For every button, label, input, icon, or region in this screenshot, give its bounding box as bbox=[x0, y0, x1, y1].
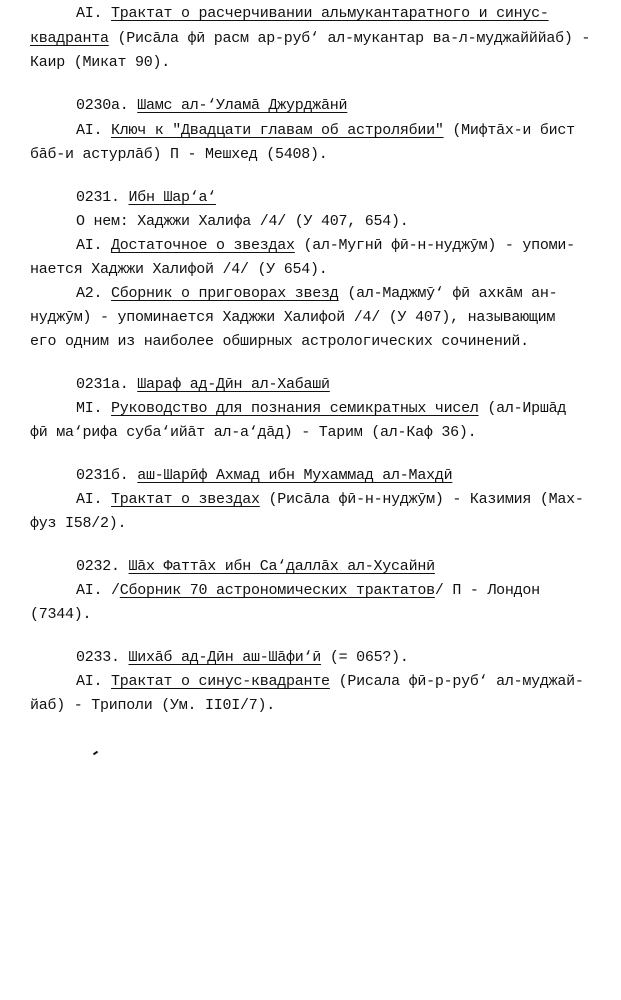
author-name: Шамс ал-‘Уламā Джурджāнӣ bbox=[137, 97, 348, 114]
entry-0231-work-1-cont bbox=[30, 258, 328, 282]
entry-0231b-heading bbox=[76, 464, 452, 488]
work-title: Трактат о звездах bbox=[111, 491, 260, 508]
stray-ink-mark bbox=[93, 751, 98, 756]
entry-0231-work-2 bbox=[76, 282, 557, 306]
author-name: Ибн Шар‘а‘ bbox=[128, 189, 217, 206]
author-name: Шāх Фаттāх ибн Са‘даллāх ал-Хусайнӣ bbox=[128, 558, 435, 575]
entry-0229-line-3 bbox=[30, 51, 170, 75]
work-title: Сборник 70 астрономических трактатов bbox=[119, 582, 435, 599]
work-title: Сборник о приговорах звезд bbox=[111, 285, 339, 302]
work-details-continued: бāб-и астурлāб) П - Мешхед (5408). bbox=[30, 146, 328, 163]
entry-0231b-work-1-cont bbox=[30, 512, 126, 536]
entry-number: 0231а. bbox=[76, 376, 138, 393]
entry-0229-line-2 bbox=[30, 27, 590, 51]
work-title: Трактат о синус-квадранте bbox=[111, 673, 330, 690]
entry-number: 0233. bbox=[76, 649, 129, 666]
entry-0231-work-2-cont-2 bbox=[30, 330, 529, 354]
entry-0233-work-1-cont bbox=[30, 694, 275, 718]
entry-0232-work-1-cont bbox=[30, 603, 91, 627]
entry-number: 0230а. bbox=[76, 97, 138, 114]
work-label: AI. bbox=[76, 122, 112, 139]
work-details: (Рисала фӣ-р-руб‘ ал-муджай- bbox=[329, 673, 584, 690]
work-details: (Рисāла фӣ расм ар-руб‘ ал-мукантар ва-л-муджайййаб) - bbox=[108, 30, 591, 47]
entry-0231b-work-1 bbox=[76, 488, 584, 512]
work-details-continued: его одним из наиболее обширных астрологических сочинений. bbox=[30, 333, 529, 350]
author-note: (= 065?). bbox=[321, 649, 409, 666]
work-details: / П - Лондон bbox=[434, 582, 540, 599]
work-details-continued: нуджӯм) - упоминается Хаджжи Халифой /4/ (У 407), называющим bbox=[30, 309, 556, 326]
work-location: Каир (Микат 90). bbox=[30, 54, 171, 71]
entry-0231-work-2-cont bbox=[30, 306, 555, 330]
work-details: (ал-Мугнӣ фӣ-н-нуджӯм) - упоми- bbox=[294, 237, 575, 254]
entry-0232-work-1 bbox=[76, 579, 540, 603]
work-label: AI. / bbox=[76, 582, 120, 599]
work-details-continued: йаб) - Триполи (Ум. II0I/7). bbox=[30, 697, 276, 714]
entry-0231-work-1 bbox=[76, 234, 575, 258]
entry-0231a-work-1 bbox=[76, 397, 566, 421]
work-details: (ал-Маджмӯ‘ фӣ ахкāм ан- bbox=[338, 285, 558, 302]
entry-0229-line-1 bbox=[76, 2, 549, 26]
work-details-continued: нается Хаджжи Халифой /4/ (У 654). bbox=[30, 261, 328, 278]
work-title: Ключ к "Двадцати главам об астролябии" bbox=[111, 122, 444, 139]
entry-0231-heading bbox=[76, 186, 216, 210]
work-title: Достаточное о звездах bbox=[111, 237, 295, 254]
work-label: AI. bbox=[76, 491, 112, 508]
work-title-continued: квадранта bbox=[30, 30, 109, 47]
work-label: А2. bbox=[76, 285, 112, 302]
work-title: Трактат о расчерчивании альмукантаратного и синус- bbox=[111, 5, 549, 22]
work-details: (ал-Иршāд bbox=[478, 400, 567, 417]
entry-0230a-heading bbox=[76, 94, 347, 118]
entry-number: 0232. bbox=[76, 558, 129, 575]
entry-0232-heading bbox=[76, 555, 435, 579]
work-label: AI. bbox=[76, 5, 112, 22]
entry-0231a-heading bbox=[76, 373, 330, 397]
entry-number: 0231. bbox=[76, 189, 129, 206]
work-details-continued: (7344). bbox=[30, 606, 92, 623]
entry-number: 0231б. bbox=[76, 467, 138, 484]
entry-0233-heading bbox=[76, 646, 409, 670]
work-label: MI. bbox=[76, 400, 112, 417]
work-details: (Мифтāх-и бист bbox=[443, 122, 575, 139]
work-details-continued: фуз I58/2). bbox=[30, 515, 127, 532]
entry-0231a-work-1-cont bbox=[30, 421, 476, 445]
about-note: О нем: Хаджжи Халифа /4/ (У 407, 654). bbox=[76, 213, 409, 230]
work-label: AI. bbox=[76, 237, 112, 254]
work-title: Руководство для познания семикратных чисел bbox=[111, 400, 479, 417]
author-name: Шараф ад-Дӣн ал-Хабашӣ bbox=[137, 376, 330, 393]
work-details: (Рисāла фӣ-н-нуджӯм) - Казимия (Мах- bbox=[259, 491, 584, 508]
work-details-continued: фӣ ма‘рифа суба‘ийāт ал-а‘дāд) - Тарим (ал-Каф 36). bbox=[30, 424, 477, 441]
entry-0230a-work-1-cont bbox=[30, 143, 328, 167]
work-label: AI. bbox=[76, 673, 112, 690]
entry-0230a-work-1 bbox=[76, 119, 575, 143]
author-name: Шихāб ад-Дӣн аш-Шāфи‘ӣ bbox=[128, 649, 322, 666]
author-name: аш-Шарӣф Ахмад ибн Мухаммад ал-Махдӣ bbox=[137, 467, 453, 484]
entry-0231-about bbox=[76, 210, 409, 234]
entry-0233-work-1 bbox=[76, 670, 584, 694]
